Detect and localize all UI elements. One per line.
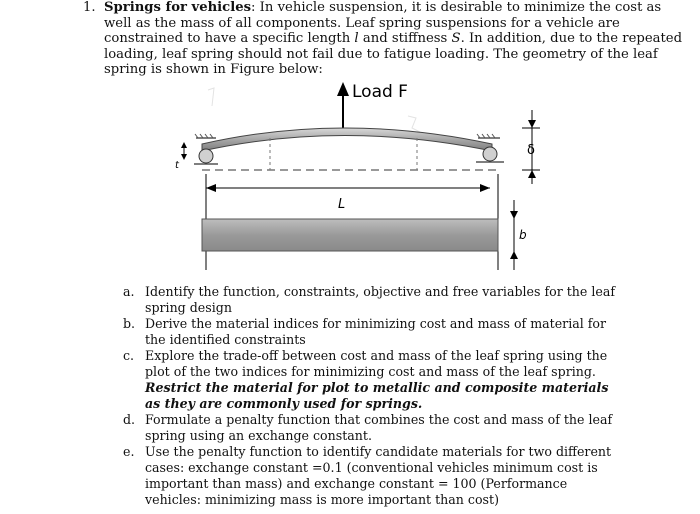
deflection-arrow-head: [528, 120, 536, 128]
load-arrow-head: [337, 82, 349, 96]
intro-text-2: and stiffness: [358, 31, 452, 47]
task-item-b: [121, 316, 621, 348]
var-s: S: [451, 31, 461, 47]
task-text: Formulate a penalty function that combines the cost and mass of the leaf spring using an exchange constant.: [145, 412, 613, 443]
question-header: [84, 0, 684, 78]
leaf-spring-top-view: [202, 219, 498, 251]
load-label: Load F: [352, 82, 408, 102]
task-text: Use the penalty function to identify candidate materials for two different cases: exchange constant =0.1 (conventional vehicles minimum cost is important than mass) and exchange constant = 100 (Performance vehicles: minimizing mass is more important than cost): [145, 444, 612, 507]
deflection-label: δ: [527, 143, 535, 158]
deflection-arrow-head: [528, 170, 536, 178]
task-label: e.: [123, 444, 135, 459]
task-label: d.: [123, 412, 136, 427]
width-arrow-head: [510, 251, 518, 259]
var-l: l: [354, 31, 359, 47]
task-item-d: [121, 412, 621, 444]
task-item-c: [121, 348, 621, 412]
task-item-e: [121, 444, 621, 508]
task-item-a: [121, 284, 621, 316]
task-label: c.: [123, 348, 135, 363]
curved-leaf-spring: [202, 128, 492, 151]
task-text: Identify the function, constraints, objective and free variables for the leaf spring design: [145, 284, 616, 315]
task-text: Derive the material indices for minimizing cost and mass of material for the identified constraints: [145, 316, 607, 347]
length-arrow-head: [206, 184, 216, 192]
intro-text-1: : In vehicle suspension, it is desirable to minimize the cost as well as the mass of all components. Leaf spring suspensions for a vehicle are constrained to have a specific length: [104, 0, 662, 47]
task-emphasis: Restrict the material for plot to metallic and composite materials as they are commonly used for springs.: [145, 380, 609, 411]
thickness-label: t: [175, 160, 179, 171]
intro-text-3: . In addition, due to the repeated loading, leaf spring should not fail due to fatigue loading. The geometry of the leaf spring is shown in Figure below:: [104, 31, 683, 78]
length-label: L: [338, 197, 346, 212]
leaf-spring-figure: [170, 76, 550, 276]
width-arrow-head: [510, 211, 518, 219]
task-label: a.: [123, 284, 135, 299]
left-roller: [199, 149, 213, 163]
pencil-mark: [408, 116, 420, 132]
leaf-spring-diagram: [170, 76, 550, 276]
question-intro: [104, 0, 684, 78]
pencil-mark: [208, 88, 214, 106]
length-arrow-head: [480, 184, 490, 192]
thickness-arrow-head: [181, 154, 187, 160]
width-label: b: [519, 228, 527, 242]
task-label: b.: [123, 316, 136, 331]
thickness-arrow-head: [181, 142, 187, 148]
question-number: 1.: [83, 0, 96, 15]
task-text: Explore the trade-off between cost and mass of the leaf spring using the plot of the two indices for minimizing cost and mass of the leaf spring.: [145, 348, 608, 379]
task-list: [121, 284, 621, 508]
right-roller: [483, 147, 497, 161]
question-title: Springs for vehicles: [104, 0, 252, 15]
